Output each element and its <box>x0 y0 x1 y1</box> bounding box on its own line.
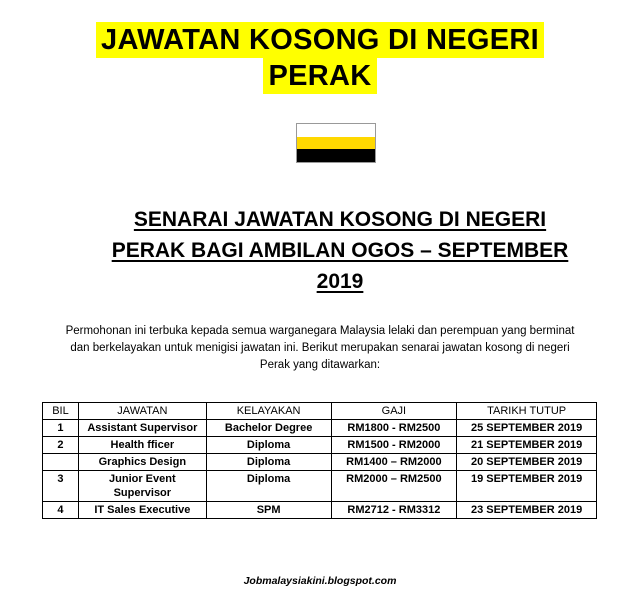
cell-tarikh: 21 SEPTEMBER 2019 <box>457 437 597 454</box>
table-row <box>43 437 597 454</box>
cell-bil <box>43 454 79 471</box>
cell-tarikh: 19 SEPTEMBER 2019 <box>457 471 597 502</box>
cell-jawatan: Assistant Supervisor <box>78 420 206 437</box>
banner-title <box>0 22 640 94</box>
cell-kelayakan: Diploma <box>206 454 331 471</box>
cell-bil: 1 <box>43 420 79 437</box>
cell-gaji: RM1500 - RM2000 <box>331 437 457 454</box>
cell-kelayakan: Diploma <box>206 471 331 502</box>
cell-kelayakan: SPM <box>206 502 331 519</box>
cell-kelayakan: Diploma <box>206 437 331 454</box>
header-bil: BIL <box>43 403 79 420</box>
cell-kelayakan: Bachelor Degree <box>206 420 331 437</box>
page-title: SENARAI JAWATAN KOSONG DI NEGERI PERAK BAGI AMBILAN OGOS – SEPTEMBER 2019 <box>111 208 569 293</box>
cell-jawatan: Graphics Design <box>78 454 206 471</box>
table-row <box>43 454 597 471</box>
intro-paragraph: Permohonan ini terbuka kepada semua warganegara Malaysia lelaki dan perempuan yang berminat dan berkelayakan untuk menigisi jawatan ini. Berikut merupakan senarai jawatan kosong di negeri Perak yang ditawarkan: <box>65 325 575 371</box>
table-row <box>43 471 597 502</box>
cell-gaji: RM1400 – RM2000 <box>331 454 457 471</box>
cell-gaji: RM1800 - RM2500 <box>331 420 457 437</box>
table-row <box>43 420 597 437</box>
cell-jawatan: IT Sales Executive <box>78 502 206 519</box>
cell-gaji: RM2712 - RM3312 <box>331 502 457 519</box>
header-tarikh-tutup: TARIKH TUTUP <box>457 403 597 420</box>
banner-line-1: JAWATAN KOSONG DI NEGERI <box>96 22 544 58</box>
header-jawatan: JAWATAN <box>78 403 206 420</box>
flag-stripe-yellow <box>297 137 375 150</box>
header-gaji: GAJI <box>331 403 457 420</box>
banner-line-2: PERAK <box>263 58 376 94</box>
table-row <box>43 502 597 519</box>
cell-tarikh: 20 SEPTEMBER 2019 <box>457 454 597 471</box>
cell-tarikh: 25 SEPTEMBER 2019 <box>457 420 597 437</box>
vacancy-table <box>42 402 597 519</box>
header-kelayakan: KELAYAKAN <box>206 403 331 420</box>
table-header-row <box>43 403 597 420</box>
perak-flag <box>296 123 376 163</box>
cell-jawatan: Health fficer <box>78 437 206 454</box>
flag-stripe-black <box>297 149 375 162</box>
cell-bil: 2 <box>43 437 79 454</box>
cell-jawatan: Junior Event Supervisor <box>78 471 206 502</box>
cell-bil: 3 <box>43 471 79 502</box>
footer-source: Jobmalaysiakini.blogspot.com <box>243 575 397 587</box>
cell-bil: 4 <box>43 502 79 519</box>
flag-stripe-white <box>297 124 375 137</box>
cell-gaji: RM2000 – RM2500 <box>331 471 457 502</box>
cell-tarikh: 23 SEPTEMBER 2019 <box>457 502 597 519</box>
